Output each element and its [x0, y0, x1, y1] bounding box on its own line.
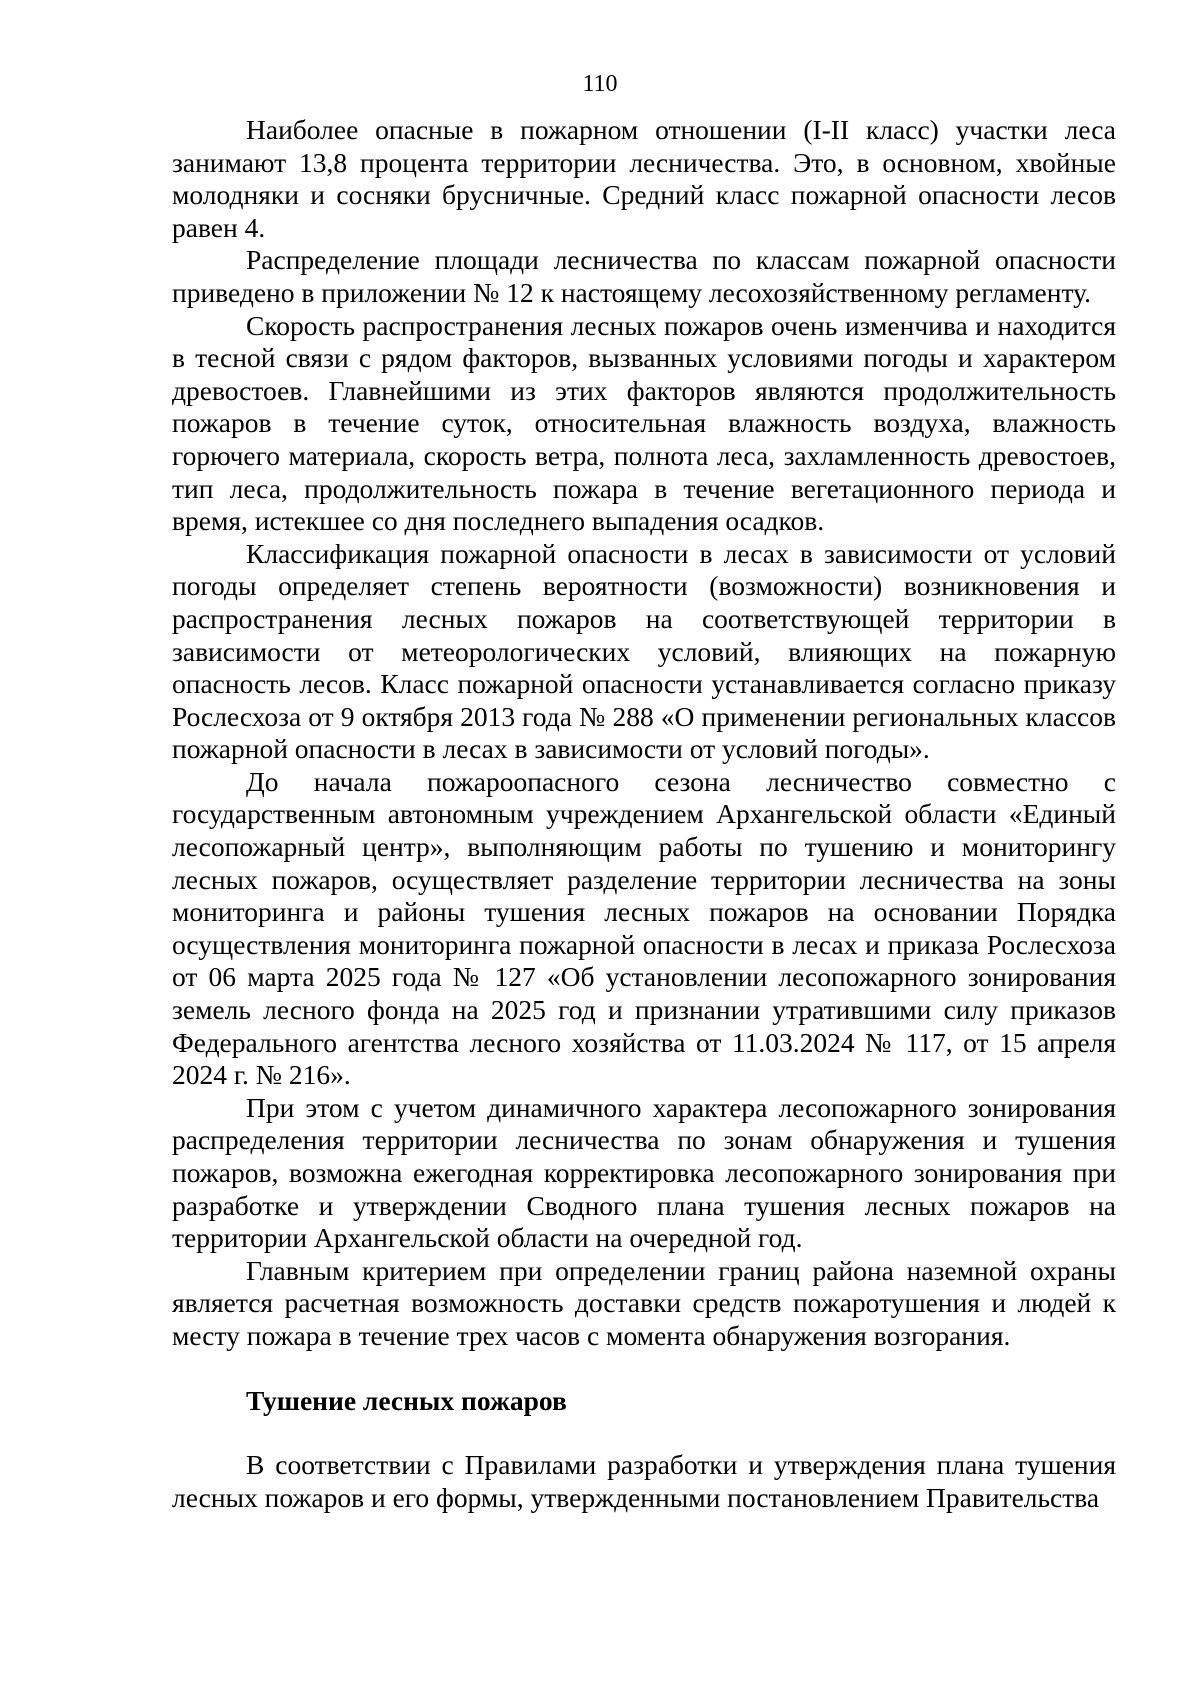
page-number: 110: [582, 71, 618, 97]
paragraph-fire-hazard-classes: Наиболее опасные в пожарном отношении (I-II класс) участки леса занимают 13,8 процента территории лесничества. Это, в основном, хвойные молодняки и сосняки брусничные. Средний класс пожарной опасности лесов равен 4.: [172, 114, 1116, 243]
paragraph-main-criterion: Главным критерием при определении границ района наземной охраны является расчетная возможность доставки средств пожаротушения и людей к месту пожара в течение трех часов с момента обнаружения возгорания.: [172, 1254, 1116, 1351]
paragraph-extinguishing-plan: В соответствии с Правилами разработки и утверждения плана тушения лесных пожаров и его формы, утвержденными постановлением Правительства: [172, 1449, 1116, 1513]
paragraph-weather-classification: Классификация пожарной опасности в лесах в зависимости от условий погоды определяет степень вероятности (возможности) возникновения и распространения лесных пожаров на соответствующей территории в зависимости от метеорологических условий, влияющих на пожарную опасность лесов. Класс пожарной опасности устанавливается согласно приказу Рослесхоза от 9 октября 2013 года № 288 «О применении региональных классов пожарной опасности в лесах в зависимости от условий погоды».: [172, 537, 1116, 765]
paragraph-area-distribution: Распределение площади лесничества по классам пожарной опасности приведено в приложении № 12 к настоящему лесохозяйственному регламенту.: [172, 244, 1116, 308]
paragraph-annual-correction: При этом с учетом динамичного характера лесопожарного зонирования распределения территории лесничества по зонам обнаружения и тушения пожаров, возможна ежегодная корректировка лесопожарного зонирования при разработке и утверждении Сводного плана тушения лесных пожаров на территории Архангельской области на очередной год.: [172, 1091, 1116, 1254]
paragraph-fire-spread-speed: Скорость распространения лесных пожаров очень изменчива и находится в тесной связи с рядом факторов, вызванных условиями погоды и характером древостоев. Главнейшими из этих факторов являются продолжительность пожаров в течение суток, относительная влажность воздуха, влажность горючего материала, скорость ветра, полнота леса, захламленность древостоев, тип леса, продолжительность пожара в течение вегетационного периода и время, истекшее со дня последнего выпадения осадков.: [172, 309, 1116, 537]
paragraph-zoning: До начала пожароопасного сезона лесничество совместно с государственным автономным учреждением Архангельской области «Единый лесопожарный центр», выполняющим работы по тушению и мониторингу лесных пожаров, осуществляет разделение территории лесничества на зоны мониторинга и районы тушения лесных пожаров на основании Порядка осуществления мониторинга пожарной опасности в лесах и приказа Рослесхоза от 06 марта 2025 года № 127 «Об установлении лесопожарного зонирования земель лесного фонда на 2025 год и признании утратившими силу приказов Федерального агентства лесного хозяйства от 11.03.2024 № 117, от 15 апреля 2024 г. № 216».: [172, 765, 1116, 1091]
section-heading: Тушение лесных пожаров: [246, 1384, 567, 1416]
document-body: [172, 114, 1116, 1514]
